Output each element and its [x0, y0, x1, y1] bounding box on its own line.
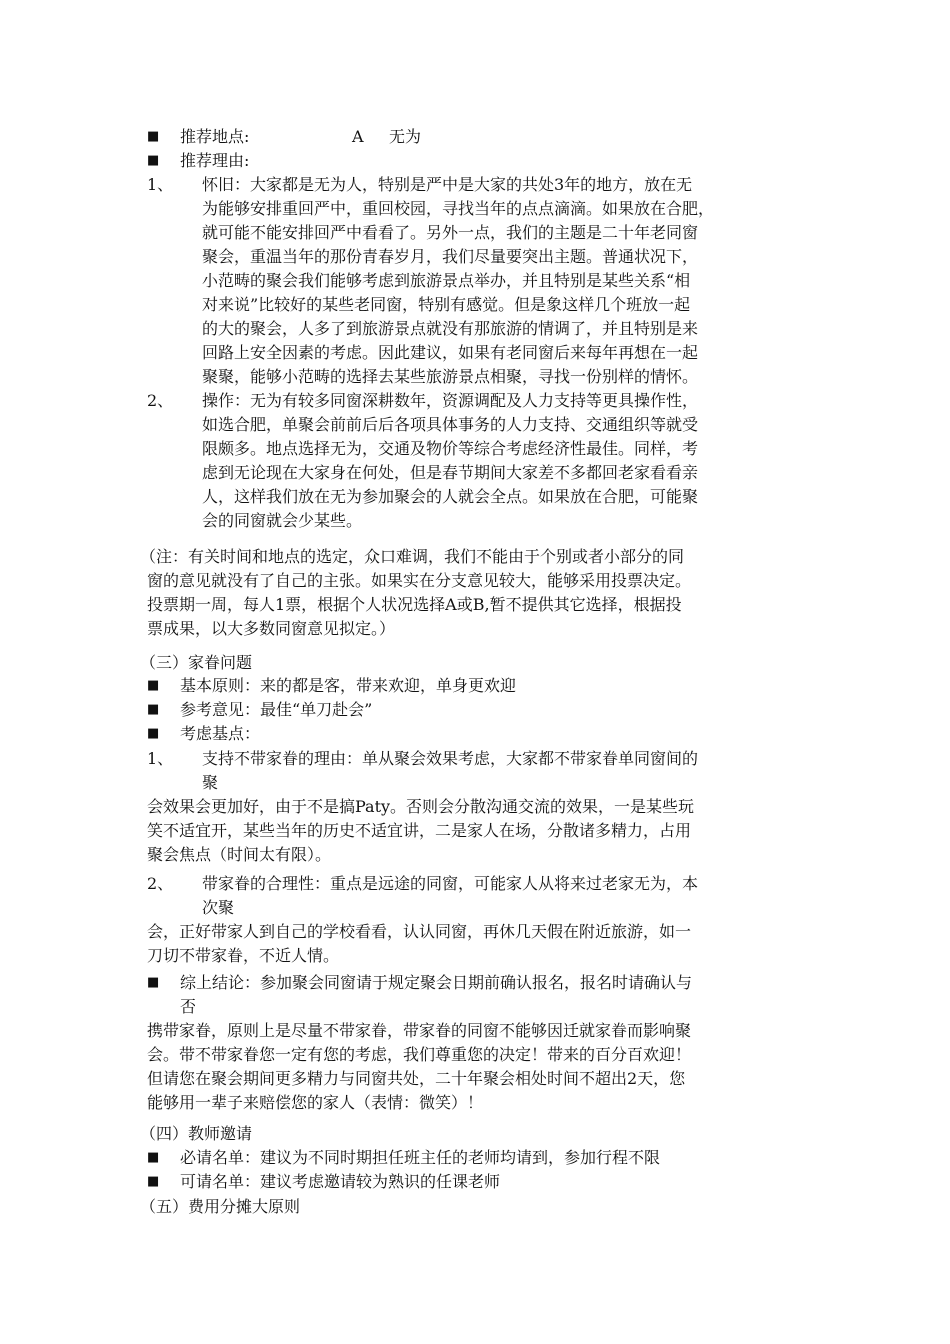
consideration2-cont: 刀切不带家眷，不近人情。 — [147, 946, 340, 965]
consideration2-number: 2、 — [147, 874, 174, 893]
reason2-line: 限颇多。地点选择无为，交通及物价等综合考虑经济性最佳。同样，考 — [202, 439, 699, 458]
reason1-number: 1、 — [147, 175, 174, 194]
recommend-reason-label: 推荐理由: — [180, 151, 250, 170]
bullet-square-icon: ■ — [147, 678, 160, 693]
consideration1-number: 1、 — [147, 749, 174, 768]
conclusion-line: 否 — [180, 997, 197, 1016]
bullet-square-icon: ■ — [147, 975, 160, 990]
consideration1-cont: 笑不适宜开，某些当年的历史不适宜讲，二是家人在场，分散诸多精力，占用 — [147, 821, 692, 840]
consideration2-line: 次聚 — [202, 898, 235, 917]
section3-heading: （三）家眷问题 — [140, 653, 253, 672]
consideration1-line: 支持不带家眷的理由：单从聚会效果考虑，大家都不带家眷单同窗间的 — [202, 749, 699, 768]
reason1-line: 就可能不能安排回严中看看了。另外一点，我们的主题是二十年老同窗 — [202, 223, 699, 242]
considerations-text: 考虑基点： — [180, 724, 261, 743]
consideration1-cont: 聚会焦点（时间太有限）。 — [147, 845, 332, 864]
consideration2-cont: 会，正好带家人到自己的学校看看，认认同窗，再休几天假在附近旅游，如一 — [147, 922, 692, 941]
reason1-line: 小范畴的聚会我们能够考虑到旅游景点举办，并且特别是某些关系“相 — [202, 271, 691, 290]
bullet-square-icon: ■ — [147, 129, 160, 144]
may-invite-text: 可请名单：建议考虑邀请较为熟识的任课老师 — [180, 1172, 501, 1191]
note-line: 票成果，以大多数同窗意见拟定。） — [147, 619, 396, 638]
bullet-square-icon: ■ — [147, 726, 160, 741]
note-line: 窗的意见就没有了自己的主张。如果实在分支意见较大，能够采用投票决定。 — [147, 571, 692, 590]
reason2-number: 2、 — [147, 391, 174, 410]
reason2-line: 会的同窗就会少某些。 — [202, 511, 363, 530]
principle-text: 基本原则：来的都是客，带来欢迎，单身更欢迎 — [180, 676, 517, 695]
conclusion-text: 综上结论：参加聚会同窗请于规定聚会日期前确认报名，报名时请确认与 — [180, 973, 693, 992]
section5-heading: （五）费用分摊大原则 — [140, 1197, 301, 1216]
reason2-line: 虑到无论现在大家身在何处，但是春节期间大家差不多都回老家看看亲 — [202, 463, 699, 482]
note-line: （注：有关时间和地点的选定，众口难调，我们不能由于个别或者小部分的同 — [140, 547, 685, 566]
reference-text: 参考意见：最佳“单刀赴会” — [180, 700, 373, 719]
consideration1-line: 聚 — [202, 773, 219, 792]
consideration1-cont: 会效果会更加好，由于不是搞Paty。否则会分散沟通交流的效果，一是某些玩 — [147, 797, 695, 816]
reason2-line: 如选合肥，单聚会前前后后各项具体事务的人力支持、交通组织等就受 — [202, 415, 699, 434]
must-invite-text: 必请名单：建议为不同时期担任班主任的老师均请到，参加行程不限 — [180, 1148, 661, 1167]
reason2-line: 操作：无为有较多同窗深耕数年，资源调配及人力支持等更具操作性， — [202, 391, 699, 410]
reason1-line: 对来说”比较好的某些老同窗，特别有感觉。但是象这样几个班放一起 — [202, 295, 691, 314]
reason1-line: 聚会，重温当年的那份青春岁月，我们尽量要突出主题。普通状况下， — [202, 247, 699, 266]
reason1-line: 为能够安排重回严中，重回校园，寻找当年的点点滴滴。如果放在合肥， — [202, 199, 715, 218]
reason1-line: 回路上安全因素的考虑。因此建议，如果有老同窗后来每年再想在一起 — [202, 343, 699, 362]
bullet-square-icon: ■ — [147, 1150, 160, 1165]
consideration2-line: 带家眷的合理性：重点是远途的同窗，可能家人从将来过老家无为，本 — [202, 874, 699, 893]
section4-heading: （四）教师邀请 — [140, 1124, 253, 1143]
bullet-square-icon: ■ — [147, 1174, 160, 1189]
recommend-place-value: 无为 — [389, 127, 422, 146]
bullet-square-icon: ■ — [147, 153, 160, 168]
reason2-line: 人，这样我们放在无为参加聚会的人就会全点。如果放在合肥，可能聚 — [202, 487, 699, 506]
conclusion-cont: 会。带不带家眷您一定有您的考虑，我们尊重您的决定！带来的百分百欢迎！ — [147, 1045, 692, 1064]
recommend-place-label: 推荐地点: — [180, 127, 250, 146]
conclusion-cont: 但请您在聚会期间更多精力与同窗共处，二十年聚会相处时间不超出2天，您 — [147, 1069, 686, 1088]
bullet-square-icon: ■ — [147, 702, 160, 717]
reason1-line: 怀旧：大家都是无为人，特别是严中是大家的共处3年的地方，放在无 — [202, 175, 693, 194]
reason1-line: 的大的聚会，人多了到旅游景点就没有那旅游的情调了，并且特别是来 — [202, 319, 699, 338]
recommend-place-option: A — [352, 127, 364, 146]
note-line: 投票期一周，每人1票，根据个人状况选择A或B,暂不提供其它选择，根据投 — [147, 595, 682, 614]
reason1-line: 聚聚，能够小范畴的选择去某些旅游景点相聚，寻找一份别样的情怀。 — [202, 367, 699, 386]
conclusion-cont: 能够用一辈子来赔偿您的家人（表情：微笑）！ — [147, 1093, 484, 1112]
conclusion-cont: 携带家眷，原则上是尽量不带家眷，带家眷的同窗不能够因迁就家眷而影响聚 — [147, 1021, 692, 1040]
